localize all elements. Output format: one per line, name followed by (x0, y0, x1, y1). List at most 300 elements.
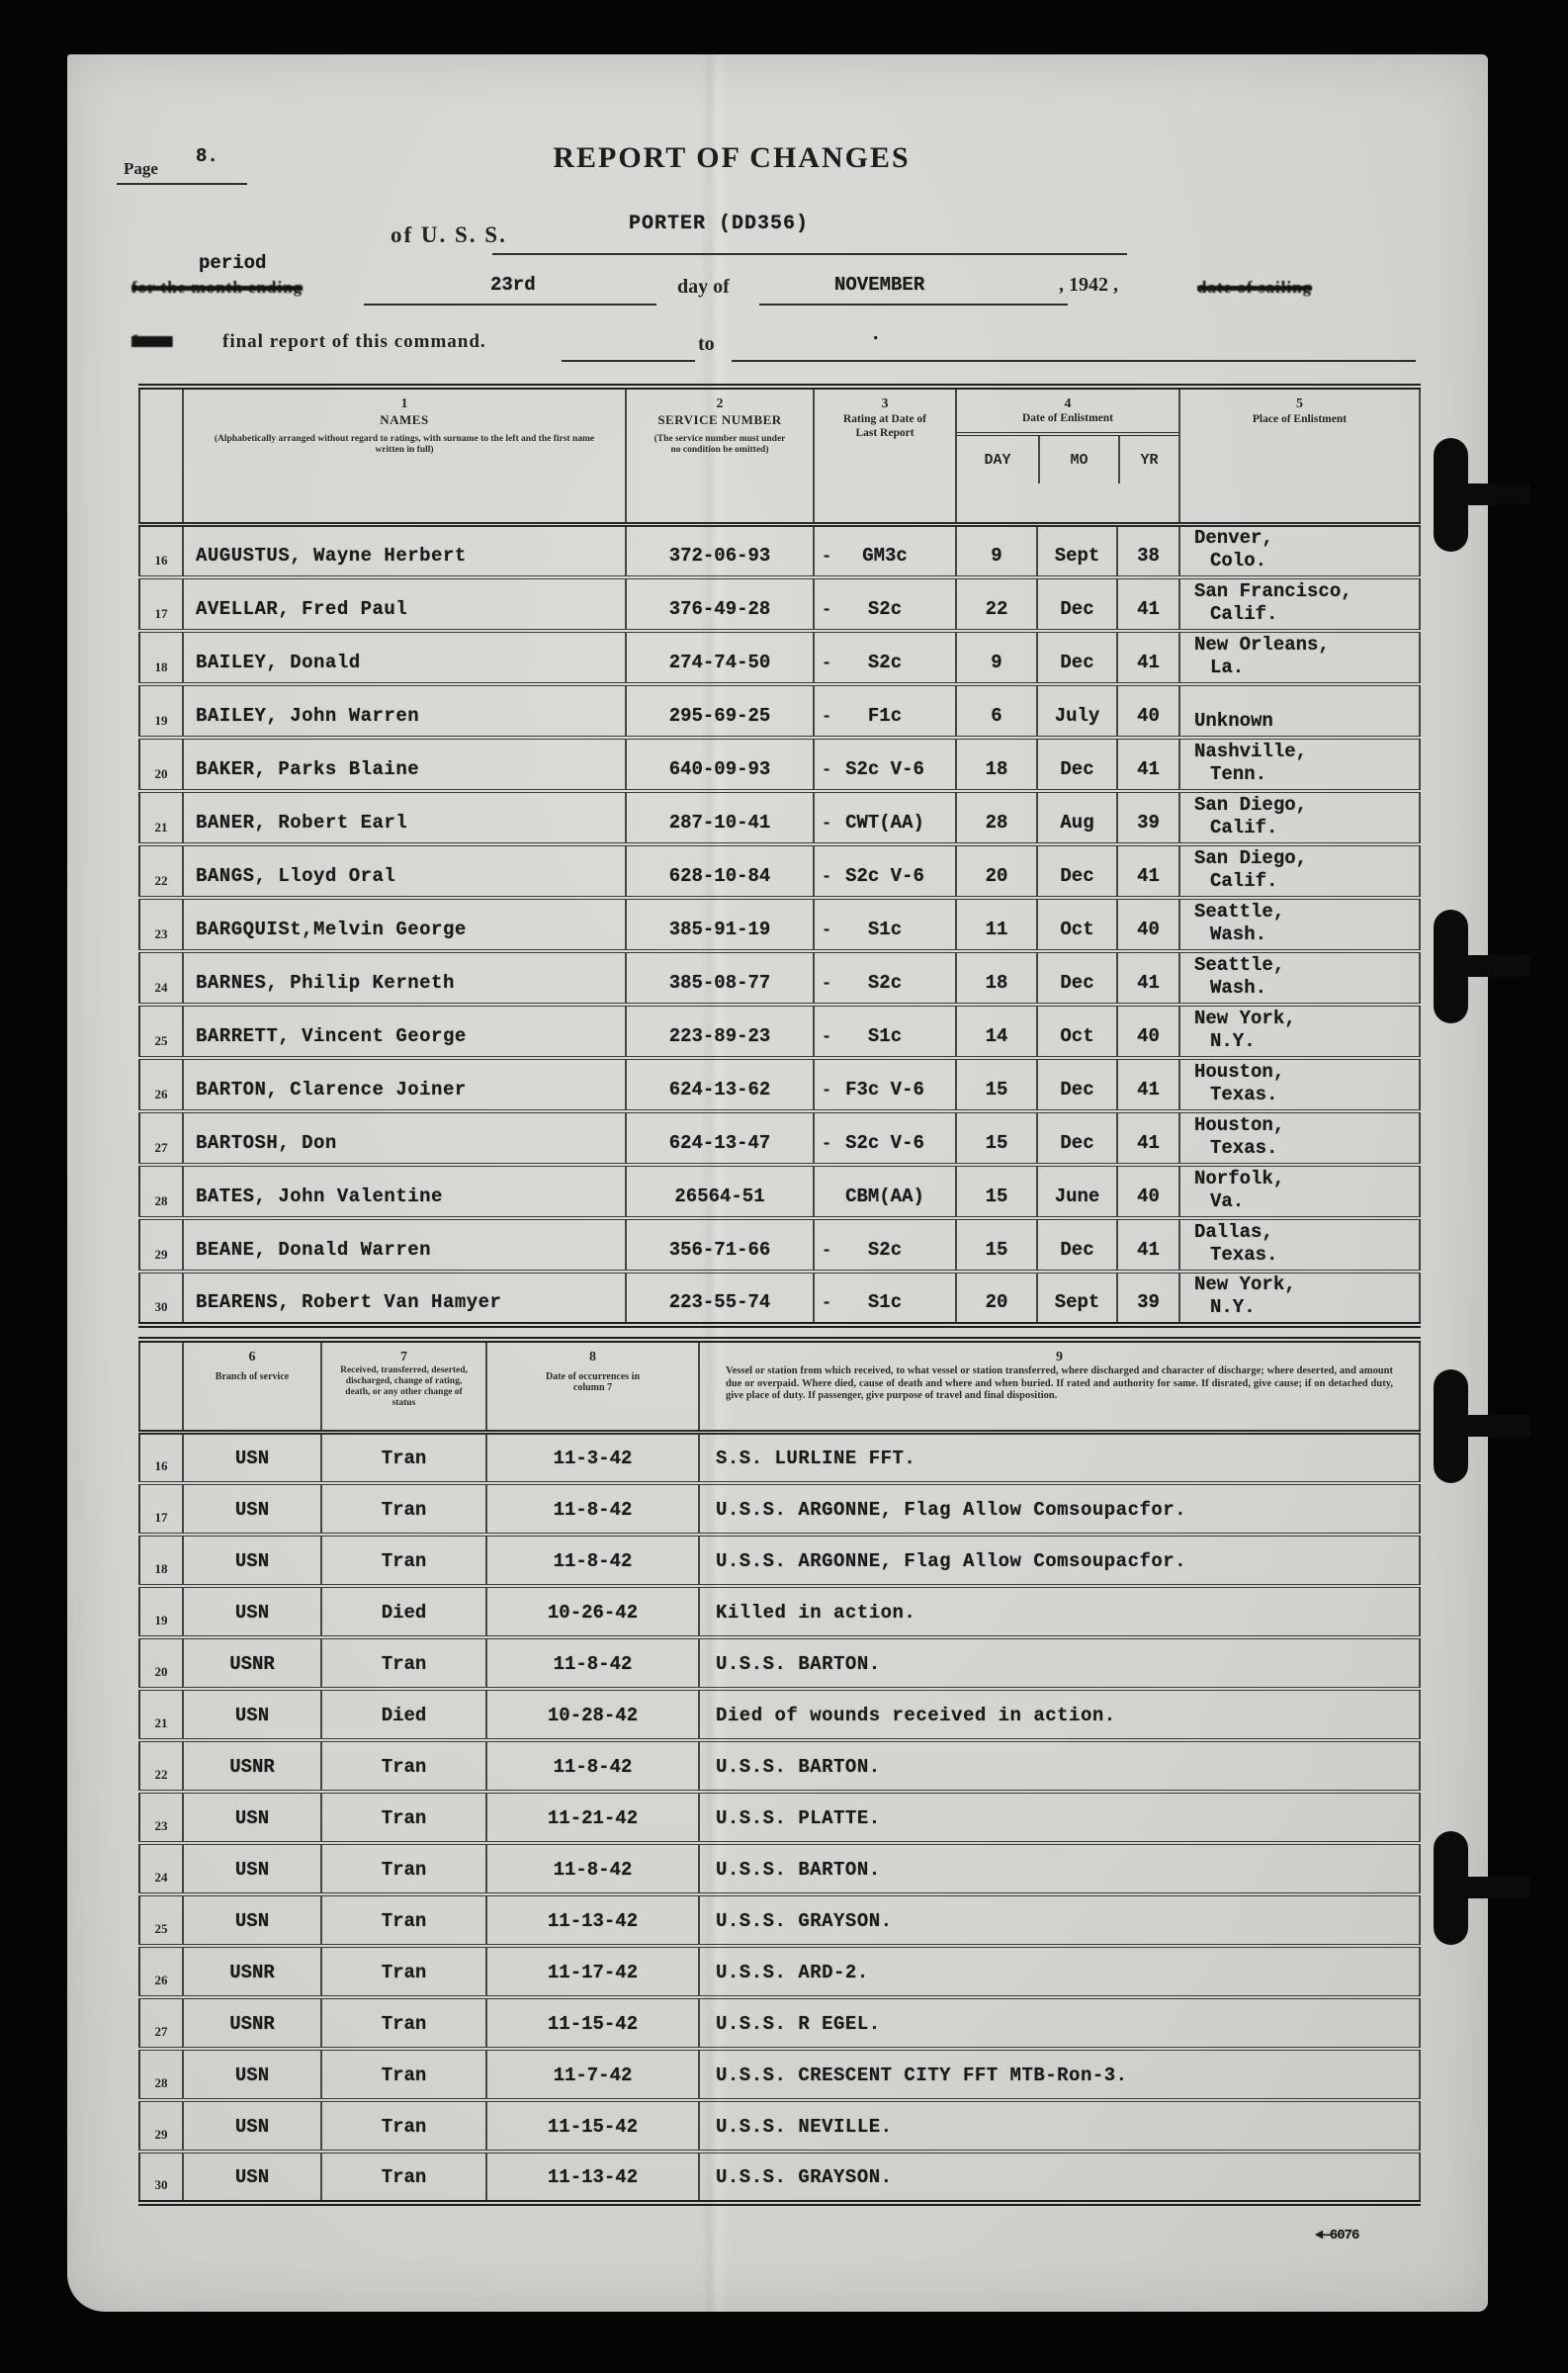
table-row (139, 1005, 1420, 1058)
row-number-header-2 (139, 1340, 183, 1432)
row-number: 30 (139, 1272, 183, 1325)
date-cell: 11-17-42 (486, 1946, 699, 1997)
enlist-day-cell: 14 (956, 1005, 1037, 1058)
enlist-day-cell: 15 (956, 1165, 1037, 1218)
service-number-title: SERVICE NUMBER (657, 412, 782, 427)
place-cell: New Orleans, La. (1179, 631, 1420, 684)
enlist-day-cell: 6 (956, 684, 1037, 738)
table-row (139, 631, 1420, 684)
binder-post-icon (1434, 1831, 1468, 1945)
of-uss-label: of U. S. S. (391, 222, 507, 247)
rating-cell: - S2c V-6 (814, 1111, 956, 1165)
service-number-cell: 628-10-84 (626, 844, 814, 898)
rating-cell: - S1c (814, 1005, 956, 1058)
vessel-cell: U.S.S. CRESCENT CITY FFT MTB-Ron-3. (699, 2049, 1420, 2100)
vessel-cell: U.S.S. R EGEL. (699, 1997, 1420, 2049)
row-number: 16 (139, 524, 183, 577)
table-row (139, 1740, 1420, 1792)
service-number-cell: 385-08-77 (626, 951, 814, 1005)
name-cell: AVELLAR, Fred Paul (183, 577, 626, 631)
row-number: 25 (139, 1005, 183, 1058)
branch-cell: USNR (183, 1997, 321, 2049)
place-cell: Seattle, Wash. (1179, 898, 1420, 951)
enlist-month-cell: Sept (1037, 1272, 1117, 1325)
date-cell: 11-13-42 (486, 2152, 699, 2203)
rating-title: Rating at Date of Last Report (843, 413, 926, 439)
vessel-cell: U.S.S. BARTON. (699, 1740, 1420, 1792)
col-2-number: 2 (716, 396, 724, 411)
table-row (139, 1792, 1420, 1843)
col-7-number: 7 (400, 1350, 407, 1364)
table-row (139, 684, 1420, 738)
table-row (139, 1483, 1420, 1535)
vessel-title: Vessel or station from which received, to what vessel or station transferred, where discharged and character of discharge; where deserted, and amount due or overpaid. Where died, cause of death and where and when buried. If rated and authority for same. If disrated, give cause; if on detached duty, give place of duty. If passenger, give purpose of travel and final disposition. (726, 1365, 1393, 1401)
place-cell: Seattle, Wash. (1179, 951, 1420, 1005)
change-cell: Tran (321, 1843, 486, 1894)
inserted-period-text: period (199, 252, 267, 274)
date-cell: 11-7-42 (486, 2049, 699, 2100)
rating-cell: - CWT(AA) (814, 791, 956, 844)
place-cell: San Diego, Calif. (1179, 791, 1420, 844)
branch-header (183, 1340, 321, 1432)
service-number-cell: 356-71-66 (626, 1218, 814, 1272)
vessel-cell: U.S.S. PLATTE. (699, 1792, 1420, 1843)
row-number: 18 (139, 1535, 183, 1586)
vessel-cell: S.S. LURLINE FFT. (699, 1432, 1420, 1483)
rating-cell: - F1c (814, 684, 956, 738)
branch-cell: USN (183, 2152, 321, 2203)
branch-cell: USN (183, 1432, 321, 1483)
change-cell: Tran (321, 2152, 486, 2203)
row-number: 18 (139, 631, 183, 684)
muster-table (138, 384, 1421, 1328)
date-cell: 11-13-42 (486, 1894, 699, 1946)
date-cell: 11-21-42 (486, 1792, 699, 1843)
row-number: 23 (139, 1792, 183, 1843)
enlist-month-cell: Dec (1037, 577, 1117, 631)
branch-cell: USN (183, 1689, 321, 1740)
names-header (183, 387, 626, 524)
service-number-cell: 287-10-41 (626, 791, 814, 844)
name-cell: BANER, Robert Earl (183, 791, 626, 844)
stray-dash-mark: - (822, 601, 832, 620)
enlist-year-cell: 40 (1117, 684, 1179, 738)
enlistment-title: Date of Enlistment (1022, 412, 1113, 424)
stray-dash-mark: - (822, 655, 832, 673)
enlist-day-cell: 20 (956, 1272, 1037, 1325)
changes-table (138, 1337, 1421, 2206)
table-row (139, 1997, 1420, 2049)
service-number-cell: 624-13-47 (626, 1111, 814, 1165)
branch-title: Branch of service (215, 1371, 290, 1382)
branch-cell: USN (183, 1843, 321, 1894)
enlist-day-cell: 28 (956, 791, 1037, 844)
table-row (139, 844, 1420, 898)
month-value: NOVEMBER (834, 274, 925, 296)
row-number: 16 (139, 1432, 183, 1483)
enlist-month-cell: July (1037, 684, 1117, 738)
service-number-cell: 624-13-62 (626, 1058, 814, 1111)
rating-cell: - F3c V-6 (814, 1058, 956, 1111)
service-number-cell: 640-09-93 (626, 738, 814, 791)
rating-cell: - GM3c (814, 524, 956, 577)
rating-cell: - S2c (814, 631, 956, 684)
row-number: 23 (139, 898, 183, 951)
row-number: 24 (139, 951, 183, 1005)
service-number-cell: 26564-51 (626, 1165, 814, 1218)
row-number: 27 (139, 1111, 183, 1165)
enlistment-header (956, 387, 1179, 524)
table-row (139, 1272, 1420, 1325)
service-number-cell: 223-89-23 (626, 1005, 814, 1058)
place-cell: Norfolk, Va. (1179, 1165, 1420, 1218)
month-underline (759, 304, 1068, 306)
row-number: 19 (139, 1586, 183, 1637)
row-number: 28 (139, 1165, 183, 1218)
enlist-year-cell: 41 (1117, 577, 1179, 631)
table-row (139, 1586, 1420, 1637)
date-cell: 10-28-42 (486, 1689, 699, 1740)
stray-dash-mark: - (822, 815, 832, 834)
enlist-year-cell: 41 (1117, 1111, 1179, 1165)
stray-dash-mark: - (822, 868, 832, 887)
enlist-month-cell: June (1037, 1165, 1117, 1218)
day-of-label: day of (677, 276, 730, 298)
enlist-month-cell: Dec (1037, 1111, 1117, 1165)
branch-cell: USN (183, 1535, 321, 1586)
row-number: 29 (139, 1218, 183, 1272)
final-report-label: final report of this command. (222, 331, 486, 352)
change-cell: Tran (321, 1894, 486, 1946)
branch-cell: USN (183, 1483, 321, 1535)
enlist-day-cell: 15 (956, 1111, 1037, 1165)
service-number-cell: 376-49-28 (626, 577, 814, 631)
place-cell: Dallas, Texas. (1179, 1218, 1420, 1272)
enlist-day-cell: 18 (956, 738, 1037, 791)
stray-dash-mark: - (822, 708, 832, 727)
page-label: Page (124, 159, 158, 178)
month-subheader: MO (1038, 436, 1118, 483)
vessel-cell: U.S.S. GRAYSON. (699, 1894, 1420, 1946)
name-cell: BARGQUISt,Melvin George (183, 898, 626, 951)
vessel-cell: U.S.S. ARGONNE, Flag Allow Comsoupacfor. (699, 1483, 1420, 1535)
name-cell: BAKER, Parks Blaine (183, 738, 626, 791)
name-cell: BARRETT, Vincent George (183, 1005, 626, 1058)
names-subtitle: (Alphabetically arranged without regard to ratings, with surname to the left and the first name written in full) (214, 434, 595, 455)
rating-cell: - S2c V-6 (814, 844, 956, 898)
col-3-number: 3 (881, 396, 889, 411)
row-number: 22 (139, 1740, 183, 1792)
enlist-year-cell: 41 (1117, 844, 1179, 898)
enlist-day-cell: 20 (956, 844, 1037, 898)
change-title: Received, transferred, deserted, discharged, change of rating, death, or any other change of status (340, 1365, 468, 1408)
date-cell: 11-3-42 (486, 1432, 699, 1483)
vessel-cell: U.S.S. NEVILLE. (699, 2100, 1420, 2152)
rating-cell: - S2c (814, 951, 956, 1005)
change-cell: Tran (321, 1997, 486, 2049)
day-value: 23rd (490, 274, 536, 296)
enlistment-subheader-row (957, 432, 1178, 483)
name-cell: AUGUSTUS, Wayne Herbert (183, 524, 626, 577)
enlist-year-cell: 41 (1117, 738, 1179, 791)
branch-cell: USNR (183, 1637, 321, 1689)
stray-dash-mark: - (822, 922, 832, 940)
enlist-day-cell: 15 (956, 1058, 1037, 1111)
date-cell: 11-15-42 (486, 1997, 699, 2049)
row-number: 26 (139, 1946, 183, 1997)
enlist-month-cell: Dec (1037, 844, 1117, 898)
name-cell: BEANE, Donald Warren (183, 1218, 626, 1272)
enlist-year-cell: 41 (1117, 1218, 1179, 1272)
name-cell: BARTOSH, Don (183, 1111, 626, 1165)
row-number: 21 (139, 1689, 183, 1740)
place-cell: New York, N.Y. (1179, 1005, 1420, 1058)
stray-dash-mark: - (822, 1135, 832, 1154)
page-number-underline (117, 183, 247, 185)
change-header (321, 1340, 486, 1432)
stray-dash-mark: - (822, 761, 832, 780)
service-number-cell: 223-55-74 (626, 1272, 814, 1325)
place-cell: San Diego, Calif. (1179, 844, 1420, 898)
enlist-month-cell: Dec (1037, 1218, 1117, 1272)
name-cell: BARTON, Clarence Joiner (183, 1058, 626, 1111)
date-cell: 11-8-42 (486, 1843, 699, 1894)
enlist-month-cell: Sept (1037, 524, 1117, 577)
table-row (139, 791, 1420, 844)
muster-header-row (139, 387, 1420, 524)
col-1-number: 1 (400, 396, 408, 411)
enlist-day-cell: 9 (956, 631, 1037, 684)
service-number-header (626, 387, 814, 524)
stray-dash-mark: - (822, 1028, 832, 1047)
struck-date-of-sailing-text: date of sailing (1197, 278, 1313, 297)
table-row (139, 1058, 1420, 1111)
change-cell: Tran (321, 1740, 486, 1792)
row-number: 20 (139, 738, 183, 791)
enlist-day-cell: 18 (956, 951, 1037, 1005)
enlist-day-cell: 15 (956, 1218, 1037, 1272)
rating-cell: - S2c (814, 1218, 956, 1272)
row-number: 22 (139, 844, 183, 898)
change-cell: Tran (321, 2049, 486, 2100)
col-8-number: 8 (589, 1350, 596, 1364)
year-subheader: YR (1118, 436, 1178, 483)
final-report-underline (562, 360, 695, 362)
row-number: 17 (139, 577, 183, 631)
place-header (1179, 387, 1420, 524)
date-header (486, 1340, 699, 1432)
name-cell: BANGS, Lloyd Oral (183, 844, 626, 898)
vessel-cell: U.S.S. ARD-2. (699, 1946, 1420, 1997)
enlist-year-cell: 40 (1117, 1165, 1179, 1218)
to-underline (732, 360, 1416, 362)
row-number: 25 (139, 1894, 183, 1946)
vessel-cell: Killed in action. (699, 1586, 1420, 1637)
date-title: Date of occurrences in column 7 (545, 1371, 641, 1393)
row-number: 26 (139, 1058, 183, 1111)
enlist-year-cell: 39 (1117, 1272, 1179, 1325)
enlist-year-cell: 41 (1117, 951, 1179, 1005)
branch-cell: USNR (183, 1740, 321, 1792)
table-row (139, 577, 1420, 631)
enlist-year-cell: 40 (1117, 898, 1179, 951)
vessel-cell: U.S.S. BARTON. (699, 1843, 1420, 1894)
change-cell: Tran (321, 1946, 486, 1997)
table-row (139, 1432, 1420, 1483)
enlist-year-cell: 40 (1117, 1005, 1179, 1058)
row-number: 30 (139, 2152, 183, 2203)
table-row (139, 1843, 1420, 1894)
enlist-day-cell: 22 (956, 577, 1037, 631)
place-cell: Nashville, Tenn. (1179, 738, 1420, 791)
vessel-cell: U.S.S. GRAYSON. (699, 2152, 1420, 2203)
change-cell: Tran (321, 1432, 486, 1483)
stray-dash-mark: - (822, 1294, 832, 1313)
year-text: , 1942 , (1059, 274, 1118, 296)
change-cell: Tran (321, 1483, 486, 1535)
branch-cell: USNR (183, 1946, 321, 1997)
stray-dash-mark: - (822, 1082, 832, 1100)
enlist-month-cell: Oct (1037, 1005, 1117, 1058)
table-row (139, 524, 1420, 577)
enlist-day-cell: 9 (956, 524, 1037, 577)
enlist-month-cell: Dec (1037, 631, 1117, 684)
table-row (139, 1637, 1420, 1689)
enlist-month-cell: Dec (1037, 1058, 1117, 1111)
row-number-header (139, 387, 183, 524)
table-row (139, 951, 1420, 1005)
place-cell: Unknown (1179, 684, 1420, 738)
day-subheader: DAY (984, 451, 1011, 469)
table-row (139, 2152, 1420, 2203)
table-row (139, 2100, 1420, 2152)
branch-cell: USN (183, 2100, 321, 2152)
page-number: 8. (196, 145, 218, 167)
place-cell: San Francisco, Calif. (1179, 577, 1420, 631)
rating-cell: - S1c (814, 1272, 956, 1325)
table-row (139, 1218, 1420, 1272)
changes-header-row (139, 1340, 1420, 1432)
table-row (139, 1165, 1420, 1218)
row-number: 29 (139, 2100, 183, 2152)
name-cell: BAILEY, John Warren (183, 684, 626, 738)
enlist-year-cell: 41 (1117, 1058, 1179, 1111)
change-cell: Died (321, 1586, 486, 1637)
rating-header (814, 387, 956, 524)
place-cell: Houston, Texas. (1179, 1058, 1420, 1111)
row-number: 21 (139, 791, 183, 844)
table-row (139, 1535, 1420, 1586)
stray-dash-mark: - (822, 975, 832, 994)
day-underline (364, 304, 656, 306)
row-number: 20 (139, 1637, 183, 1689)
branch-cell: USN (183, 1792, 321, 1843)
table-row (139, 898, 1420, 951)
stray-dash-mark: - (822, 1242, 832, 1261)
date-cell: 11-8-42 (486, 1637, 699, 1689)
branch-cell: USN (183, 1894, 321, 1946)
date-cell: 10-26-42 (486, 1586, 699, 1637)
row-number: 24 (139, 1843, 183, 1894)
date-cell: 11-8-42 (486, 1483, 699, 1535)
change-cell: Tran (321, 1792, 486, 1843)
to-label: to (698, 333, 715, 355)
names-title: NAMES (380, 412, 429, 427)
change-cell: Tran (321, 2100, 486, 2152)
typed-period-mark: . (870, 323, 882, 345)
service-number-cell: 372-06-93 (626, 524, 814, 577)
place-cell: New York, N.Y. (1179, 1272, 1420, 1325)
branch-cell: USN (183, 1586, 321, 1637)
vessel-cell: Died of wounds received in action. (699, 1689, 1420, 1740)
table-row (139, 1894, 1420, 1946)
table-row (139, 1689, 1420, 1740)
enlist-month-cell: Aug (1037, 791, 1117, 844)
row-number: 28 (139, 2049, 183, 2100)
name-cell: BEARENS, Robert Van Hamyer (183, 1272, 626, 1325)
change-cell: Tran (321, 1637, 486, 1689)
table-row (139, 1111, 1420, 1165)
rating-cell: - S2c (814, 577, 956, 631)
table-row (139, 2049, 1420, 2100)
name-cell: BATES, John Valentine (183, 1165, 626, 1218)
vessel-header (699, 1340, 1420, 1432)
ship-name: PORTER (DD356) (629, 213, 810, 235)
stray-dash-mark: - (822, 548, 832, 567)
col-5-number: 5 (1296, 396, 1303, 411)
enlist-year-cell: 41 (1117, 631, 1179, 684)
table-row (139, 1946, 1420, 1997)
date-cell: 11-15-42 (486, 2100, 699, 2152)
enlist-month-cell: Dec (1037, 951, 1117, 1005)
vessel-cell: U.S.S. ARGONNE, Flag Allow Comsoupacfor. (699, 1535, 1420, 1586)
ship-name-underline (492, 253, 1127, 255)
date-cell: 11-8-42 (486, 1535, 699, 1586)
rating-cell: - S2c V-6 (814, 738, 956, 791)
binder-post-icon (1434, 910, 1468, 1023)
form-number-mark: ◄—6076 (1315, 2228, 1359, 2243)
enlist-year-cell: 39 (1117, 791, 1179, 844)
place-cell: Houston, Texas. (1179, 1111, 1420, 1165)
row-number: 19 (139, 684, 183, 738)
service-number-cell: 274-74-50 (626, 631, 814, 684)
struck-month-ending-text: for the month ending (131, 278, 304, 297)
binder-post-icon (1434, 1369, 1468, 1483)
col-9-number: 9 (1056, 1350, 1063, 1364)
change-cell: Tran (321, 1535, 486, 1586)
col-4-number: 4 (1064, 396, 1072, 411)
service-number-cell: 385-91-19 (626, 898, 814, 951)
place-title: Place of Enlistment (1252, 413, 1348, 425)
date-cell: 11-8-42 (486, 1740, 699, 1792)
enlist-day-cell: 11 (956, 898, 1037, 951)
rating-cell: CBM(AA) (814, 1165, 956, 1218)
name-cell: BARNES, Philip Kerneth (183, 951, 626, 1005)
name-cell: BAILEY, Donald (183, 631, 626, 684)
service-number-cell: 295-69-25 (626, 684, 814, 738)
col-6-number: 6 (248, 1350, 256, 1364)
paper-sheet (67, 54, 1488, 2312)
row-number: 27 (139, 1997, 183, 2049)
branch-cell: USN (183, 2049, 321, 2100)
enlist-month-cell: Dec (1037, 738, 1117, 791)
struck-from-text: from (131, 331, 173, 351)
enlist-month-cell: Oct (1037, 898, 1117, 951)
binder-post-icon (1434, 438, 1468, 552)
change-cell: Died (321, 1689, 486, 1740)
service-number-subtitle: (The service number must under no condition be omitted) (653, 434, 786, 455)
table-row (139, 738, 1420, 791)
